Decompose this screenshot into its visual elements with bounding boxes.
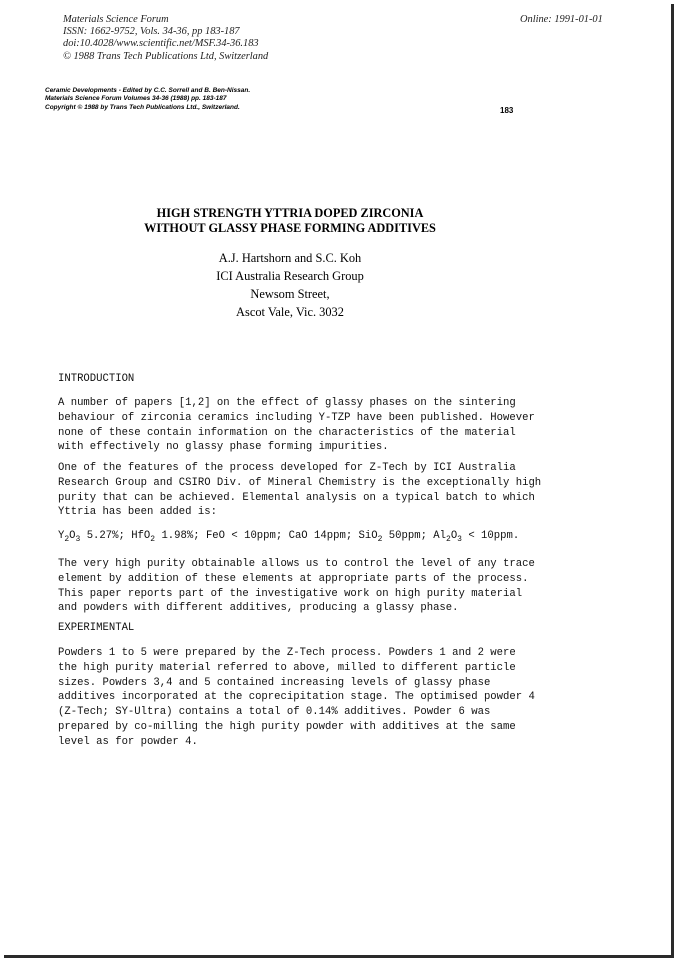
intro-paragraph-2 xyxy=(58,461,541,520)
experimental-heading: EXPERIMENTAL xyxy=(58,622,135,634)
text-line: prepared by co-milling the high purity powder with additives at the same xyxy=(58,720,516,733)
text-line: This paper reports part of the investigative work on high purity material xyxy=(58,587,523,600)
text-line: sizes. Powders 3,4 and 5 contained increasing levels of glassy phase xyxy=(58,676,491,689)
author-street: Newsom Street, xyxy=(250,287,330,301)
issn-line: ISSN: 1662-9752, Vols. 34-36, pp 183-187 xyxy=(63,26,240,38)
copyright-line: © 1988 Trans Tech Publications Ltd, Switzerland xyxy=(63,50,269,62)
paper-title-line-1: HIGH STRENGTH YTTRIA DOPED ZIRCONIA xyxy=(156,206,424,220)
doi-line: doi:10.4028/www.scientific.net/MSF.34-36.183 xyxy=(63,38,259,50)
text-line: The very high purity obtainable allows us to control the level of any trace xyxy=(58,558,535,570)
journal-name: Materials Science Forum xyxy=(63,14,169,25)
text-line: One of the features of the process developed for Z-Tech by ICI Australia xyxy=(58,462,516,474)
text-line: Powders 1 to 5 were prepared by the Z-Tech process. Powders 1 and 2 were xyxy=(58,647,516,659)
text-line: level as for powder 4. xyxy=(58,735,198,748)
text-line: (Z-Tech; SY-Ultra) contains a total of 0.14% additives. Powder 6 was xyxy=(58,706,491,719)
text-line: and powders with different additives, producing a glassy phase. xyxy=(58,602,459,615)
intro-paragraph-1 xyxy=(58,396,535,455)
author-affiliation: ICI Australia Research Group xyxy=(216,269,364,283)
composition-line: $Y_2O_3$ 5.27%; HfO$_2$ 1.98%; FeO < 10ppm; CaO 14ppm; SiO$_2$ 50ppm; $Al_2O_3 < 10ppm$. xyxy=(58,530,520,544)
text-line: none of these contain information on the characteristics of the material xyxy=(58,426,516,439)
text-line: the high purity material referred to above, milled to different particle xyxy=(58,661,516,674)
author-block xyxy=(110,249,470,321)
author-names: A.J. Hartshorn and S.C. Koh xyxy=(218,251,362,265)
publication-meta xyxy=(63,14,268,63)
scanned-header xyxy=(45,87,250,112)
intro-paragraph-3 xyxy=(58,557,535,616)
text-line: purity that can be achieved. Elemental analysis on a typical batch to which xyxy=(58,491,535,504)
text-line: Research Group and CSIRO Div. of Mineral Chemistry is the exceptionally high xyxy=(58,476,542,489)
introduction-heading: INTRODUCTION xyxy=(58,373,135,385)
text-line: with effectively no glassy phase forming impurities. xyxy=(58,441,389,454)
author-city: Ascot Vale, Vic. 3032 xyxy=(236,305,344,319)
experimental-paragraph-1 xyxy=(58,646,535,750)
text-line: additives incorporated at the coprecipitation stage. The optimised powder 4 xyxy=(58,691,535,704)
page-number: 183 xyxy=(500,106,514,115)
paper-title-line-2: WITHOUT GLASSY PHASE FORMING ADDITIVES xyxy=(144,221,436,235)
scan-header-line: Copyright © 1988 by Trans Tech Publications Ltd., Switzerland. xyxy=(45,103,240,111)
page-shadow-right xyxy=(671,4,674,957)
online-date: Online: 1991-01-01 xyxy=(520,14,603,25)
text-line: behaviour of zirconia ceramics including Y-TZP have been published. However xyxy=(58,411,535,424)
page-shadow-bottom xyxy=(4,955,674,958)
scan-header-line: Ceramic Developments - Edited by C.C. Sorrell and B. Ben-Nissan. xyxy=(45,87,251,94)
text-line: Yttria has been added is: xyxy=(58,506,217,519)
text-line: element by addition of these elements at appropriate parts of the process. xyxy=(58,572,529,585)
scan-header-line: Materials Science Forum Volumes 34-36 (1988) pp. 183-187 xyxy=(45,95,227,103)
text-line: A number of papers [1,2] on the effect of glassy phases on the sintering xyxy=(58,397,516,409)
